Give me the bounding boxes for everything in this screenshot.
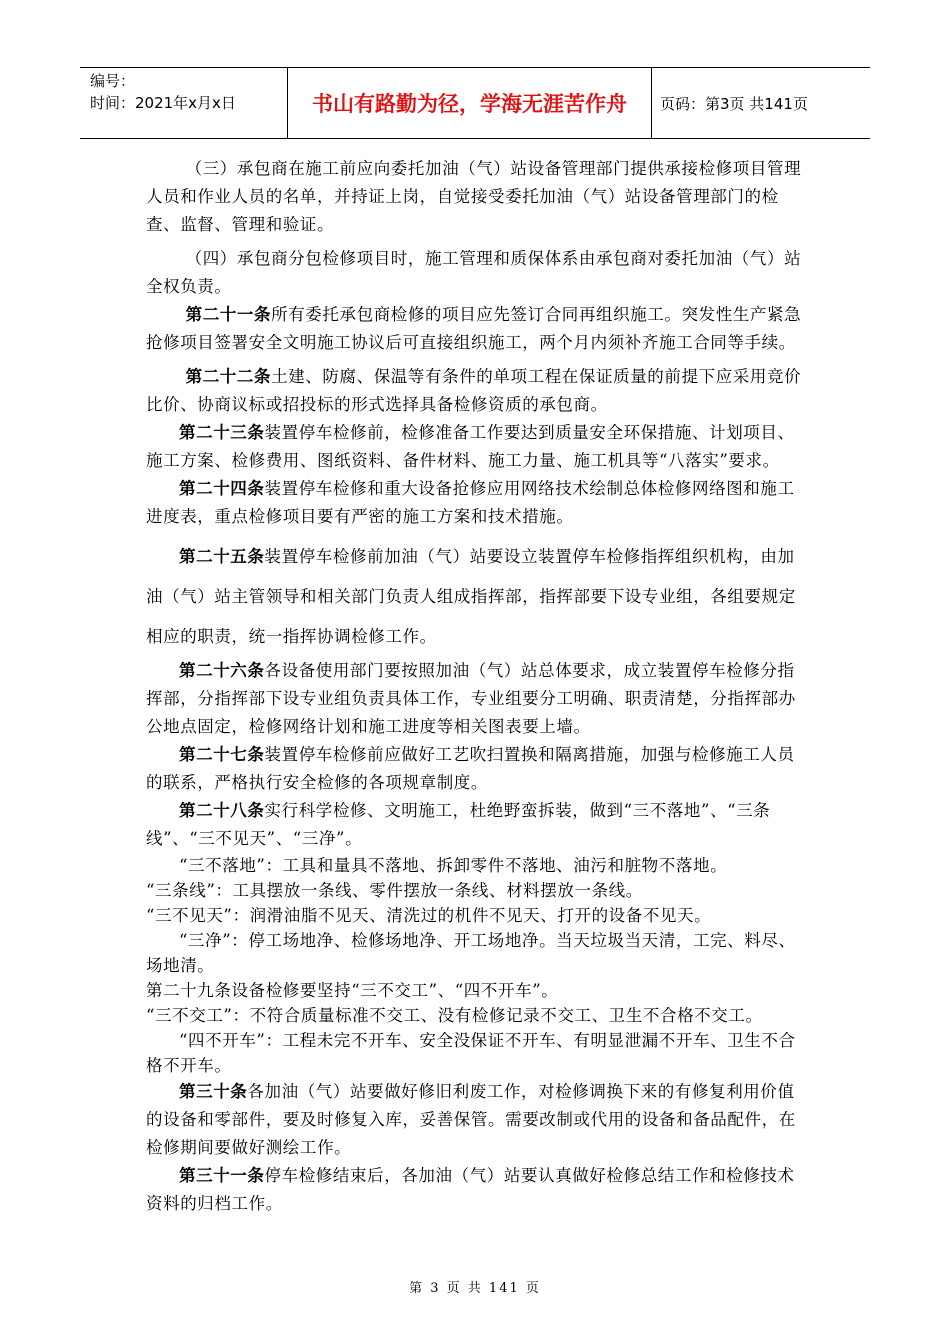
article-number: 第二十二条 [185,367,272,386]
article-paragraph: 第二十二条土建、防腐、保温等有条件的单项工程在保证质量的前提下应采用竞价比价、协商议标或招投标的形式选择具备检修资质的承包商。 [146,367,802,414]
paragraph: （四）承包商分包检修项目时，施工管理和质保体系由承包商对委托加油（气）站全权负责。 [146,249,802,296]
article-number: 第二十八条 [179,801,265,820]
article-number: 第二十一条 [185,305,272,324]
paragraph: “三不落地”：工具和量具不落地、拆卸零件不落地、油污和脏物不落地。 [179,856,728,875]
article-paragraph: 第三十条各加油（气）站要做好修旧利废工作，对检修调换下来的有修复利用价值的设备和零部件，要及时修复入库，妥善保管。需要改制或代用的设备和备品配件，在检修期间要做好测绘工作。 [146,1082,796,1157]
article-paragraph: 第二十三条装置停车检修前，检修准备工作要达到质量安全环保措施、计划项目、施工方案、检修费用、图纸资料、备件材料、施工力量、施工机具等“八落实”要求。 [146,423,795,470]
document-body [146,155,810,1218]
paragraph: “三不见天”：润滑油脂不见天、清洗过的机件不见天、打开的设备不见天。 [146,906,712,925]
document-date: 时间：2021年x月x日 [90,94,236,112]
header-page-number: 页码：第3页 共141页 [660,94,808,113]
header-motto: 书山有路勤为径，学海无涯苦作舟 [288,68,652,138]
paragraph: “三条线”：工具摆放一条线、零件摆放一条线、材料摆放一条线。 [146,881,643,900]
header-meta [80,68,288,138]
paragraph: “三不交工”：不符合质量标准不交工、没有检修记录不交工、卫生不合格不交工。 [146,1006,763,1025]
article-paragraph: 第二十五条装置停车检修前加油（气）站要设立装置停车检修指挥组织机构，由加油（气）站主管领导和相关部门负责人组成指挥部，指挥部要下设专业组，各组要规定相应的职责，统一指挥协调检修工作。 [146,547,796,646]
document-number-label: 编号： [90,72,136,90]
paragraph: （三）承包商在施工前应向委托加油（气）站设备管理部门提供承接检修项目管理人员和作业人员的名单，并持证上岗，自觉接受委托加油（气）站设备管理部门的检查、监督、管理和验证。 [146,159,802,234]
article-number: 第二十六条 [179,661,265,680]
article-number: 第二十三条 [179,423,265,442]
rules-list [146,853,810,1078]
article-paragraph: 第二十一条所有委托承包商检修的项目应先签订合同再组织施工。突发性生产紧急抢修项目签署安全文明施工协议后可直接组织施工，两个月内须补齐施工合同等手续。 [146,305,802,352]
article-paragraph: 第三十一条停车检修结束后，各加油（气）站要认真做好检修总结工作和检修技术资料的归档工作。 [146,1166,795,1213]
paragraph: “四不开车”：工程未完不开车、安全没保证不开车、有明显泄漏不开车、卫生不合格不开车。 [146,1031,796,1075]
article-paragraph: 第二十八条实行科学检修、文明施工，杜绝野蛮拆装，做到“三不落地”、“三条线”、“三不见天”、“三净”。 [146,801,771,848]
article-paragraph: 第二十七条装置停车检修前应做好工艺吹扫置换和隔离措施，加强与检修施工人员的联系，严格执行安全检修的各项规章制度。 [146,745,795,792]
article-number: 第二十五条 [179,547,265,566]
article-number: 第二十四条 [179,479,265,498]
page-footer: 第 3 页 共 141 页 [409,1281,541,1296]
article-number: 第三十一条 [179,1166,265,1185]
article-number: 第二十七条 [179,745,265,764]
article-paragraph: 第二十四条装置停车检修和重大设备抢修应用网络技术绘制总体检修网络图和施工进度表，重点检修项目要有严密的施工方案和技术措施。 [146,479,795,526]
paragraph: “三净”：停工场地净、检修场地净、开工场地净。当天垃圾当天清，工完、料尽、场地清。 [146,931,796,975]
article-paragraph: 第二十六条各设备使用部门要按照加油（气）站总体要求，成立装置停车检修分指挥部，分指挥部下设专业组负责具体工作，专业组要分工明确、职责清楚，分指挥部办公地点固定，检修网络计划和施工进度等相关图表要上墙。 [146,661,796,736]
paragraph: 第二十九条设备检修要坚持“三不交工”、“四不开车”。 [146,981,559,1000]
article-number: 第三十条 [179,1082,248,1101]
page-header [80,67,870,139]
